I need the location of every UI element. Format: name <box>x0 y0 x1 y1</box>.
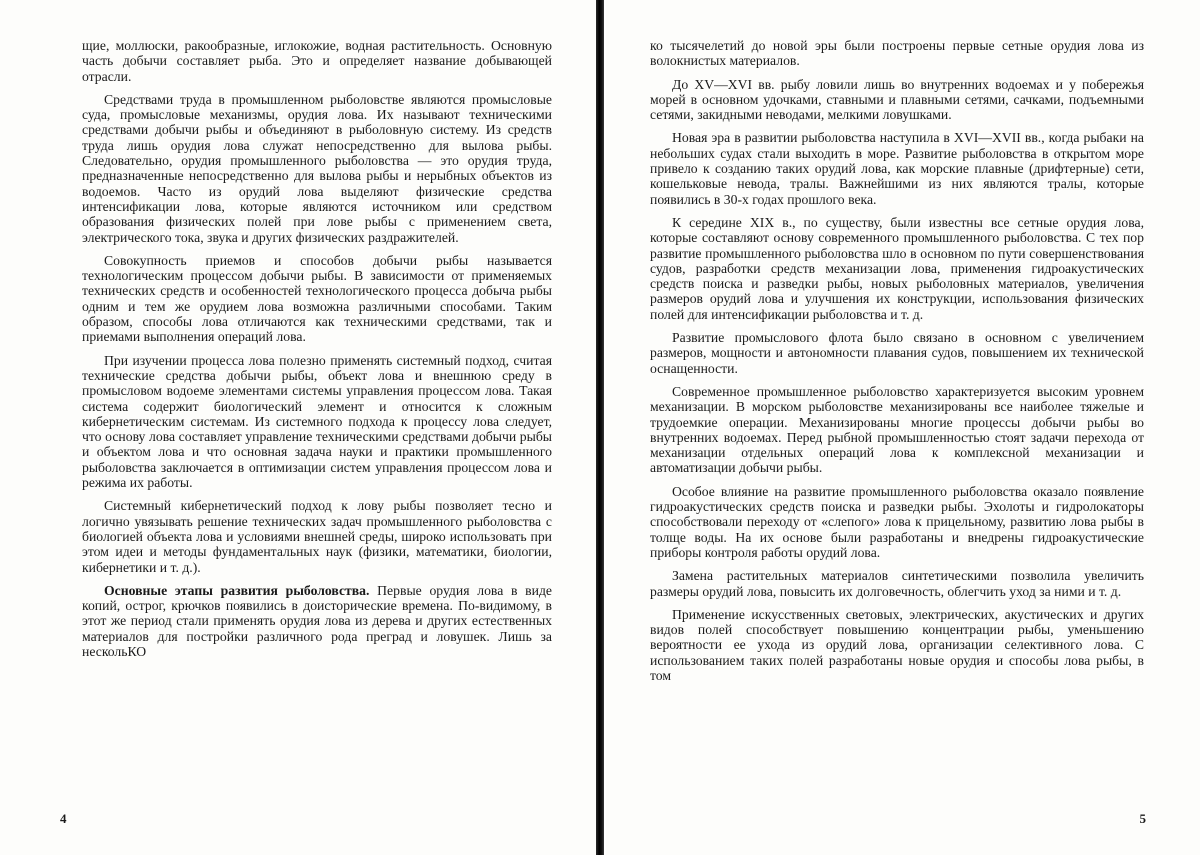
paragraph: При изучении процесса лова полезно применять системный подход, считая технические средства добычи рыбы, объект лова и внешнюю среду в промысловом водоеме элементами системы управления процессом лова. Такая система содержит биологический элемент и относится к сложным кибернетическим системам. Из системного подхода к процессу лова следует, что основу лова составляет управление техническими средствами добычи рыбы и объектом лова и что основная задача науки и практики промышленного рыболовства заключается в оптимизации систем управления процессом лова и режима их работы. <box>82 352 552 491</box>
section-heading: Основные этапы развития рыболовства. <box>104 582 370 598</box>
paragraph: Замена растительных материалов синтетическими позволила увеличить размеры орудий лова, повысить их долговечность, облегчить уход за ними и т. д. <box>650 568 1144 599</box>
section-paragraph <box>82 583 552 659</box>
paragraph: Средствами труда в промышленном рыболовстве являются промысловые суда, промысловые механизмы, орудия лова. Их называют техническими средствами добычи рыбы и объединяют в рыболовную систему. Из средств труда лишь орудия лова служат непосредственно для вылова рыбы. Следовательно, орудия промышленного рыболовства — это орудия труда, предназначенные непосредственно для вылова рыбы и нерыбных объектов из водоемов. Часто из орудий лова выделяют физические средства интенсификации лова, которые являются источником или средством образования физических полей при лове рыбы с применением света, электрического тока, звука и других физических раздражителей. <box>82 91 552 245</box>
page-number-right: 5 <box>1139 811 1146 826</box>
paragraph: Новая эра в развитии рыболовства наступила в XVI—XVII вв., когда рыбаки на небольших судах стали выходить в море. Развитие рыболовства в открытом море привело к созданию таких орудий лова, как морские плавные (дрифтерные) сети, кошельковые невода, тралы. Важнейшими из них являются тралы, которые появились в 30-х годах прошлого века. <box>650 130 1144 207</box>
right-page <box>606 0 1200 855</box>
paragraph: Современное промышленное рыболовство характеризуется высоким уровнем механизации. В морском рыболовстве механизированы все наиболее тяжелые и трудоемкие операции. Механизированы многие процессы добычи рыбы во внутренних водоемах. Перед рыбной промышленностью стоят задачи перехода от механизации отдельных операций лова к комплексной механизации и автоматизации добычи рыбы. <box>650 383 1144 476</box>
paragraph: К середине XIX в., по существу, были известны все сетные орудия лова, которые составляют основу современного промышленного рыболовства. С тех пор развитие промышленного рыболовства шло в основном по пути совершенствования судов, разработки средств механизации лова, применения гидроакустических средств поиска и разведки рыбы, новых рыболовных материалов, увеличения размеров орудий лова и улучшения их конструкции, использования физических полей для интенсификации рыболовства и т. д. <box>650 214 1144 322</box>
right-text-column <box>650 38 1144 691</box>
paragraph: Применение искусственных световых, электрических, акустических и других видов полей способствует повышению концентрации рыбы, уменьшению вероятности ее ухода из орудий лова, организации селективного лова. С использованием таких полей разработаны новые орудия и способы лова рыбы, в том <box>650 606 1144 683</box>
paragraph: Совокупность приемов и способов добычи рыбы называется технологическим процессом добычи рыбы. В зависимости от применяемых технических средств и особенностей технологического процесса добыча рыбы одним и тем же орудием лова возможна различными способами. Таким образом, способы лова отличаются как техническими средствами, так и приемами выполнения операций лова. <box>82 252 552 345</box>
paragraph: Развитие промыслового флота было связано в основном с увеличением размеров, мощности и автономности плавания судов, повышением их технической оснащенности. <box>650 330 1144 376</box>
left-text-column <box>82 38 552 667</box>
section-heading-text: Первые орудия лова в виде копий, острог, крючков появились в доисторические времена. По-видимому, в этот же период стали применять орудия лова из дерева и других естественных материалов для постройки различного рода преград и ловушек. Лишь за нескольКО <box>82 582 553 659</box>
book-gutter <box>596 0 604 855</box>
paragraph: До XV—XVI вв. рыбу ловили лишь во внутренних водоемах и у побережья морей в основном удочками, ставными и плавными сетями, сачками, подъемными сетями, закидными неводами, мелкими ловушками. <box>650 76 1144 123</box>
paragraph: щие, моллюски, ракообразные, иглокожие, водная растительность. Основную часть добычи составляет рыба. Это и определяет название добывающей отрасли. <box>82 38 552 84</box>
paragraph: Особое влияние на развитие промышленного рыболовства оказало появление гидроакустических средств поиска и разведки рыбы. Эхолоты и гидролокаторы способствовали переходу от «слепого» лова к прицельному, развитию лова рыбы в толще воды. На их основе были разработаны и внедрены гидроакустические приборы контроля работы орудий лова. <box>650 483 1144 560</box>
page-number-left: 4 <box>60 811 67 826</box>
paragraph: ко тысячелетий до новой эры были построены первые сетные орудия лова из волокнистых материалов. <box>650 38 1144 69</box>
left-page <box>0 0 598 855</box>
paragraph: Системный кибернетический подход к лову рыбы позволяет тесно и логично увязывать решение технических задач промышленного рыболовства с биологией объекта лова и условиями внешней среды, широко использовать при этом идеи и методы фундаментальных наук (физики, математики, биологии, кибернетики и т. д.). <box>82 498 552 575</box>
